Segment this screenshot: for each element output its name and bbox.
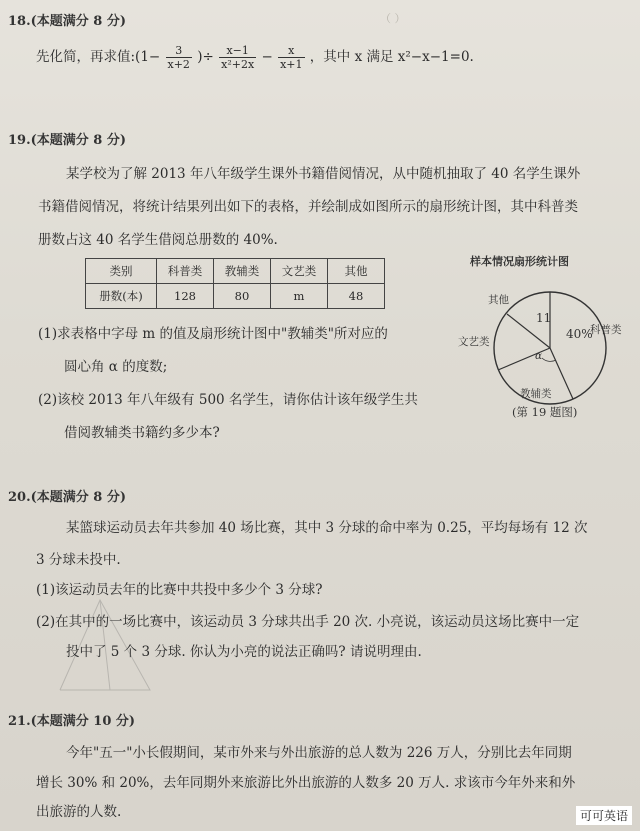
q20-para-2: 3 分球未投中.	[36, 552, 121, 568]
q20-para-1: 某篮球运动员去年共参加 40 场比赛，其中 3 分球的命中率为 0.25，平均每场有 12 次	[66, 520, 588, 536]
q18-fraction-3: $\frac{x}{x+1}$	[280, 44, 303, 71]
q18-op1: )÷	[197, 49, 214, 65]
q19-sub2-line1: (2)该校 2013 年八年级有 500 名学生，请你估计该年级学生共	[38, 392, 418, 408]
q19-para-1: 某学校为了解 2013 年八年级学生课外书籍借阅情况，从中随机抽取了 40 名学生课外	[66, 166, 581, 182]
q18-suffix: ，其中 x 满足 x²−x−1=0.	[309, 49, 474, 65]
q19-sub2-line2: 借阅教辅类书籍约多少本?	[64, 425, 220, 441]
q19-table	[85, 258, 385, 309]
q18-prefix: 先化简，再求值:(1−	[36, 49, 161, 65]
q18-title: 18.(本题满分 8 分)	[8, 14, 127, 29]
table-row	[86, 259, 385, 284]
table-cell: 册数(本)	[86, 284, 157, 309]
pie-label-science: 科普类	[590, 324, 622, 336]
q19-sub1-line1: (1)求表格中字母 m 的值及扇形统计图中"教辅类"所对应的	[38, 326, 388, 342]
q18-op2: −	[261, 49, 273, 65]
svg-text:40%: 40%	[566, 327, 593, 341]
q19-title: 19.(本题满分 8 分)	[8, 133, 127, 148]
table-row	[86, 284, 385, 309]
q19-para-2: 书籍借阅情况，将统计结果列出如下的表格，并绘制成如图所示的扇形统计图，其中科普类	[38, 199, 578, 215]
table-cell: m	[271, 284, 328, 309]
q18-fraction-2: $\frac{x-1}{\text{x²+2x}}$	[221, 44, 255, 71]
q21-line-3: 出旅游的人数.	[36, 804, 122, 820]
q20-sub2-line2: 投中了 5 个 3 分球. 你认为小亮的说法正确吗? 请说明理由.	[66, 644, 422, 660]
pie-label-other: 其他	[488, 294, 509, 306]
bleed-through-text: （ ）	[380, 12, 406, 25]
q21-line-2: 增长 30% 和 20%，去年同期外来旅游比外出旅游的人数多 20 万人. 求该市今年外来和外	[36, 775, 576, 791]
pie-angle-label: α	[535, 350, 543, 362]
q21-line-1: 今年"五一"小长假期间，某市外来与外出旅游的总人数为 226 万人，分别比去年同期	[66, 745, 572, 761]
q18-expression	[36, 44, 474, 71]
table-cell: 80	[214, 284, 271, 309]
table-cell: 48	[328, 284, 385, 309]
table-cell: 教辅类	[214, 259, 271, 284]
q20-sub1: (1)该运动员去年的比赛中共投中多少个 3 分球?	[36, 582, 323, 598]
q19-para-3: 册数占这 40 名学生借阅总册数的 40%.	[38, 232, 278, 248]
site-watermark: 可可英语	[576, 806, 632, 825]
q18-fraction-1: $\frac{3}{x+2}$	[167, 44, 190, 71]
q19-sub1-line2: 圆心角 α 的度数;	[64, 359, 168, 375]
q21-title: 21.(本题满分 10 分)	[8, 714, 136, 729]
pie-chart-title: 样本情况扇形统计图	[470, 255, 569, 268]
table-cell: 类别	[86, 259, 157, 284]
table-cell: 其他	[328, 259, 385, 284]
pie-label-tutoring: 教辅类	[520, 388, 552, 400]
table-cell: 科普类	[157, 259, 214, 284]
bleed-through-sketch	[40, 590, 160, 700]
figure-caption: (第 19 题图)	[512, 405, 578, 419]
table-cell: 128	[157, 284, 214, 309]
pie-label-literature: 文艺类	[458, 336, 490, 348]
svg-text:11: 11	[536, 311, 552, 325]
table-cell: 文艺类	[271, 259, 328, 284]
q20-title: 20.(本题满分 8 分)	[8, 490, 127, 505]
q20-sub2-line1: (2)在其中的一场比赛中，该运动员 3 分球共出手 20 次. 小亮说，该运动员这场比赛中一定	[36, 614, 580, 630]
